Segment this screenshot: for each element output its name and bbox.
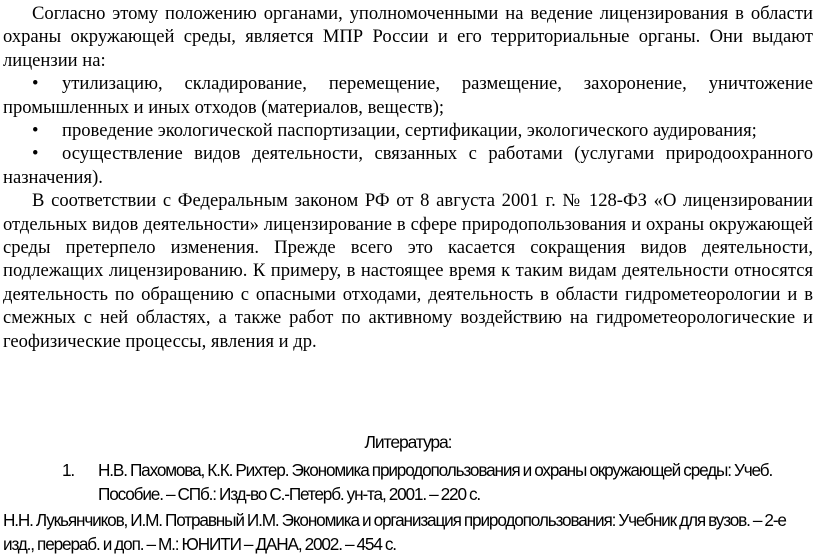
references-title: Литература:	[364, 432, 452, 452]
paragraph-intro-text: Согласно этому положению органами, уполномоченными на ведение лицензирования в области охраны окружающей среды, является МПР России и его территориальные органы. Они выдают лицензии на:	[3, 3, 813, 71]
reference-text: Н.Н. Лукьянчиков, И.М. Потравный И.М. Экономика и организация природопользования: Учебник для вузов. – 2-е изд., перераб. и доп. – М.: ЮНИТИ – ДАНА, 2002. – 454 с.	[3, 510, 786, 554]
bullet-item-text: утилизацию, складирование, перемещение, размещение, захоронение, уничтожение промышленных и иных отходов (материалов, веществ);	[3, 73, 813, 118]
reference-number: 1.	[62, 460, 75, 480]
paragraph-intro	[3, 2, 813, 72]
references-list	[3, 458, 815, 556]
document-body	[3, 2, 813, 353]
paragraph-law-text: В соответствии с Федеральным законом РФ от 8 августа 2001 г. № 128-ФЗ «О лицензировании отдельных видов деятельности» лицензирование в сфере природопользования и охраны окружающей среды претерпело изменения. Прежде всего это касается сокращения видов деятельности, подлежащих лицензированию. К примеру, в настоящее время к таким видам деятельности относятся деятельность по обращению с опасными отходами, деятельность в области гидрометеорологии и в смежных с ней областях, а также работ по активному воздействию на гидрометеорологические и геофизические процессы, явления и др.	[3, 190, 813, 352]
bullet-item	[3, 119, 813, 142]
reference-text: Н.В. Пахомова, К.К. Рихтер. Экономика природопользования и охраны окружающей среды: Учеб. Пособие. – СПб.: Изд-во С.-Петерб. ун-та, 2001. – 220 с.	[98, 460, 773, 504]
bullet-item	[3, 142, 813, 189]
bullet-item	[3, 72, 813, 119]
bullet-item-text: осуществление видов деятельности, связанных с работами (услугами природоохранного назначения).	[3, 143, 813, 188]
reference-item	[62, 458, 815, 506]
bullet-item-text: проведение экологической паспортизации, сертификации, экологического аудирования;	[62, 120, 757, 142]
bullet-marker: •	[32, 73, 39, 95]
bullet-marker: •	[32, 120, 39, 142]
bullet-marker: •	[32, 143, 39, 165]
paragraph-law	[3, 189, 813, 353]
reference-item	[3, 508, 815, 556]
